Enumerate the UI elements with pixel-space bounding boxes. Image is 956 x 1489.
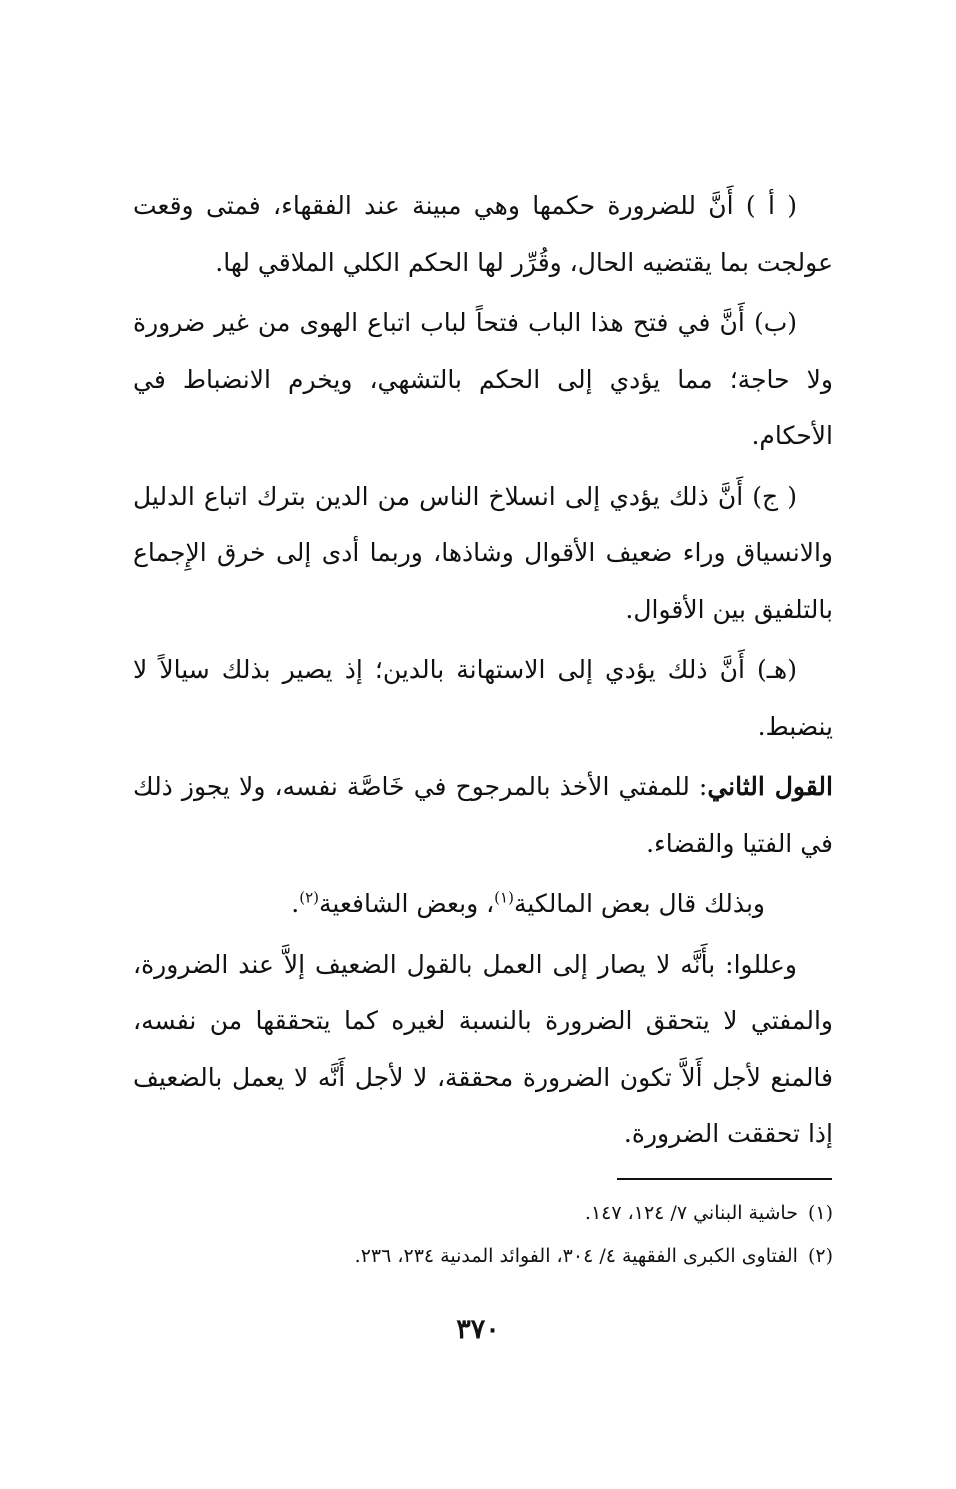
paragraph-a: ( أ ) أَنَّ للضرورة حكمها وهي مبينة عند الفقهاء، فمتى وقعت عولجت بما يقتضيه الحال، وقُرِّر لها الحكم الكلي الملاقي لها. <box>133 191 833 277</box>
footnotes <box>133 1192 833 1278</box>
second-opinion-text: : للمفتي الأخذ بالمرجوح في خَاصَّة نفسه، ولا يجوز ذلك في الفتيا والقضاء. <box>133 772 833 858</box>
paragraph-h: (هـ) أَنَّ ذلك يؤدي إلى الاستهانة بالدين؛ إذ يصير بذلك سيالاً لا ينضبط. <box>133 655 833 741</box>
second-opinion-paragraph <box>133 759 833 872</box>
supporters-paragraph <box>133 876 833 933</box>
supporters-text-2: ، وبعض الشافعية <box>319 889 495 918</box>
footnote-ref-1[interactable]: (١) <box>494 888 514 907</box>
footnote-1-text: حاشية البناني ٧/ ١٢٤، ١٤٧. <box>584 1202 798 1224</box>
footnote-ref-2[interactable]: (٢) <box>299 888 320 907</box>
paragraph-b: (ب) أَنَّ في فتح هذا الباب فتحاً لباب اتباع الهوى من غير ضرورة ولا حاجة؛ مما يؤدي إلى الحكم بالتشهي، ويخرم الانضباط في الأحكام. <box>133 308 833 450</box>
footnote-1 <box>133 1192 833 1235</box>
footnote-1-number: (١) <box>807 1202 833 1224</box>
footnote-2 <box>133 1235 833 1278</box>
footnote-2-text: الفتاوى الكبرى الفقهية ٤/ ٣٠٤، الفوائد المدنية ٢٣٤، ٢٣٦. <box>354 1245 798 1267</box>
paragraph-c: ( ج) أَنَّ ذلك يؤدي إلى انسلاخ الناس من الدين بترك اتباع الدليل والانسياق وراء ضعيف الأقوال وشاذها، وربما أدى إلى خرق الإِجماع بالتلفيق بين الأقوال. <box>133 481 833 624</box>
reasoning-paragraph: وعللوا: بأَنَّه لا يصار إلى العمل بالقول الضعيف إلاَّ عند الضرورة، والمفتي لا يتحقق الضرورة بالنسبة لغيره كما يتحققها من نفسه، فالمنع لأجل أَلاَّ تكون الضرورة محققة، لا لأجل أَنَّه لا يعمل بالضعيف إذا تحققت الضرورة. <box>133 949 833 1148</box>
supporters-text-3: . <box>291 889 300 918</box>
second-opinion-heading: القول الثاني <box>707 772 833 801</box>
supporters-text-1: وبذلك قال بعض المالكية <box>513 889 765 918</box>
footnote-2-number: (٢) <box>807 1245 833 1267</box>
page-number: ٣٧٠ <box>456 1314 500 1345</box>
main-text <box>133 178 833 1167</box>
footnote-divider <box>617 1178 832 1180</box>
